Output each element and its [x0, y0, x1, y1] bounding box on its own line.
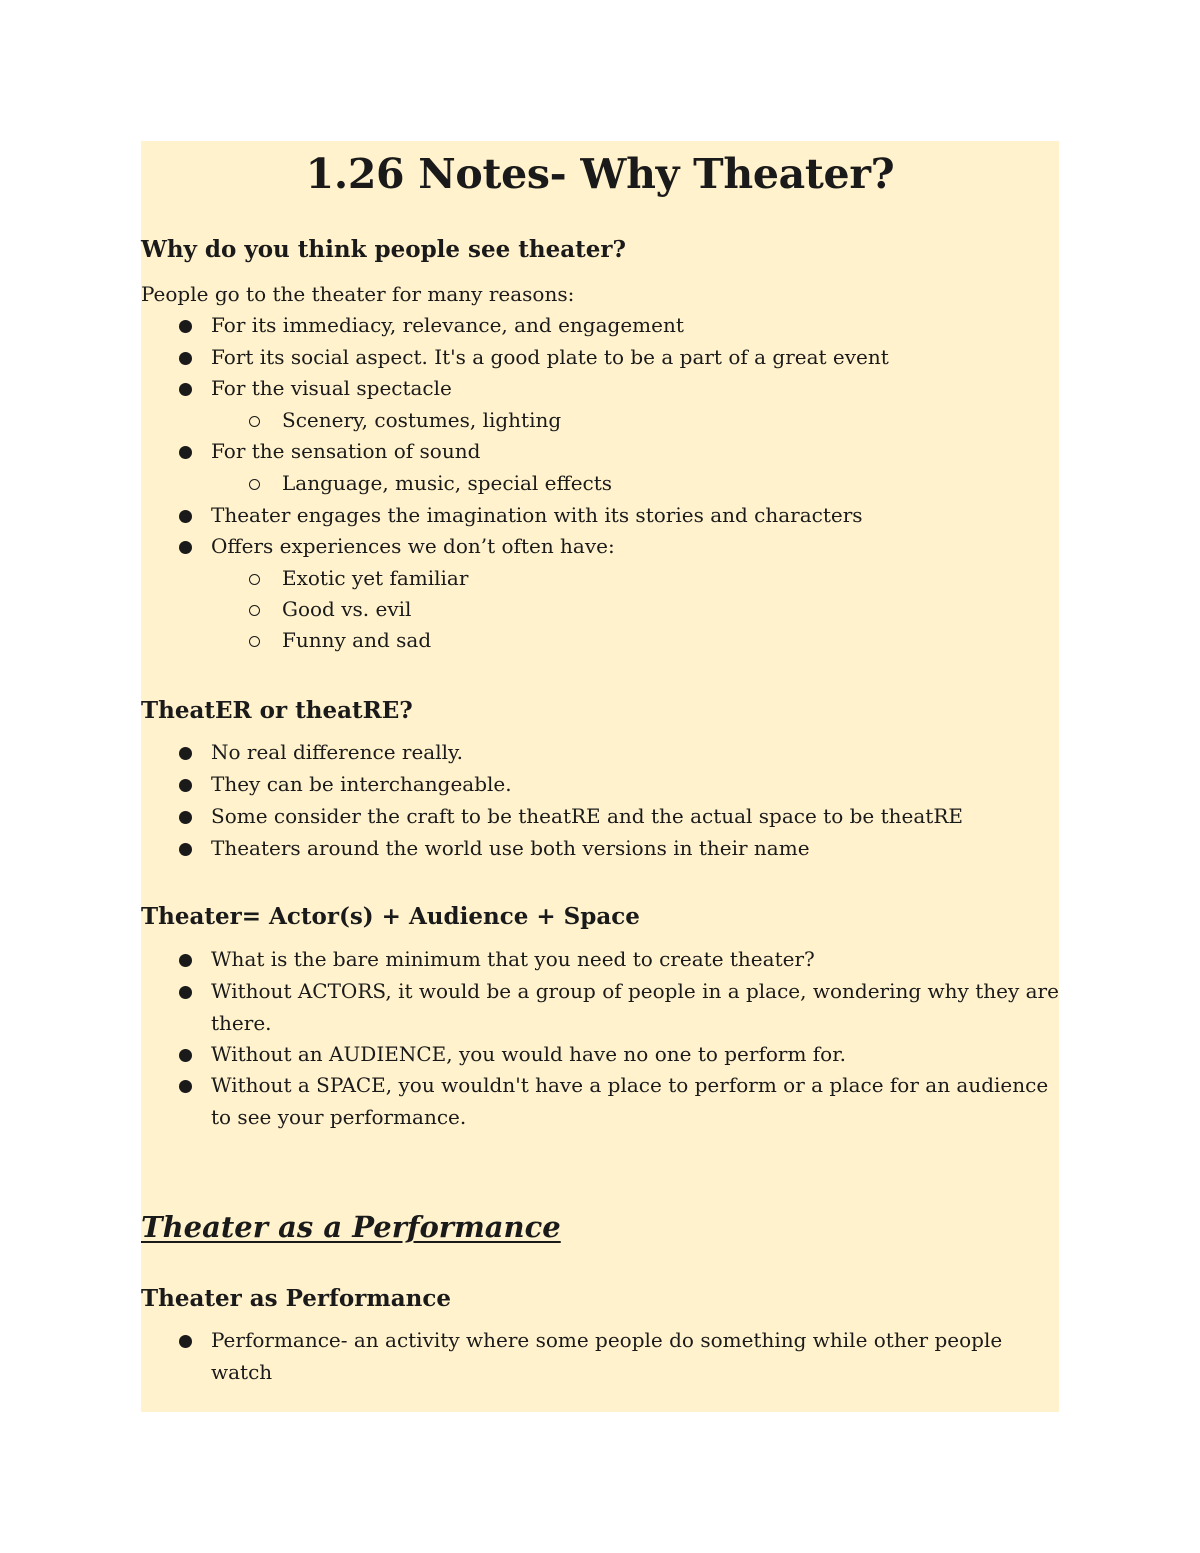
- filled-bullet-icon: [179, 1049, 192, 1062]
- list-item-text: For the sensation of sound: [211, 439, 481, 463]
- document-title: 1.26 Notes- Why Theater?: [305, 150, 895, 198]
- section-intro: People go to the theater for many reasons:: [141, 282, 575, 306]
- list-item-text: Scenery, costumes, lighting: [282, 408, 562, 432]
- notes-page: [141, 141, 1059, 1412]
- list-item-text: They can be interchangeable.: [211, 772, 512, 796]
- list-item-text: What is the bare minimum that you need to create theater?: [211, 947, 815, 971]
- list-item-text: Some consider the craft to be theatRE and the actual space to be theatRE: [211, 804, 963, 828]
- filled-bullet-icon: [179, 954, 192, 967]
- filled-bullet-icon: [179, 986, 192, 999]
- filled-bullet-icon: [179, 383, 192, 396]
- filled-bullet-icon: [179, 843, 192, 856]
- list-item-text: Theater engages the imagination with its stories and characters: [211, 503, 863, 527]
- list-item-text: Without a SPACE, you wouldn't have a place to perform or a place for an audience to see your performance.: [211, 1073, 1049, 1129]
- list-item-text: Funny and sad: [282, 628, 432, 652]
- hollow-bullet-icon: [249, 479, 260, 490]
- filled-bullet-icon: [179, 510, 192, 523]
- hollow-bullet-icon: [249, 605, 260, 616]
- filled-bullet-icon: [179, 1080, 192, 1093]
- section-heading-theater-formula: Theater= Actor(s) + Audience + Space: [141, 903, 640, 930]
- list-item-text: For the visual spectacle: [211, 376, 452, 400]
- filled-bullet-icon: [179, 747, 192, 760]
- list-item-text: Performance- an activity where some people do something while other people watch: [211, 1328, 1003, 1384]
- list-item-text: Fort its social aspect. It's a good plate to be a part of a great event: [211, 345, 889, 369]
- filled-bullet-icon: [179, 541, 192, 554]
- filled-bullet-icon: [179, 1335, 192, 1348]
- filled-bullet-icon: [179, 320, 192, 333]
- filled-bullet-icon: [179, 352, 192, 365]
- hollow-bullet-icon: [249, 636, 260, 647]
- filled-bullet-icon: [179, 779, 192, 792]
- section-heading-theater-as-performance: Theater as Performance: [141, 1285, 451, 1312]
- list-item-text: For its immediacy, relevance, and engagement: [211, 313, 684, 337]
- section-heading-theater-as-a-performance: Theater as a Performance: [141, 1210, 561, 1244]
- list-item-text: Good vs. evil: [282, 597, 412, 621]
- list-item-text: Without an AUDIENCE, you would have no one to perform for.: [211, 1042, 846, 1066]
- list-item-text: Offers experiences we don’t often have:: [211, 534, 615, 558]
- list-item-text: Exotic yet familiar: [282, 566, 469, 590]
- section-heading-theater-or-theatre: TheatER or theatRE?: [141, 697, 413, 724]
- hollow-bullet-icon: [249, 574, 260, 585]
- section-heading-why-see-theater: Why do you think people see theater?: [141, 236, 627, 263]
- filled-bullet-icon: [179, 811, 192, 824]
- filled-bullet-icon: [179, 446, 192, 459]
- list-item-text: Without ACTORS, it would be a group of people in a place, wondering why they are there.: [211, 979, 1059, 1035]
- list-item-text: Language, music, special effects: [282, 471, 613, 495]
- hollow-bullet-icon: [249, 416, 260, 427]
- list-item-text: Theaters around the world use both versions in their name: [211, 836, 810, 860]
- list-item-text: No real difference really.: [211, 740, 464, 764]
